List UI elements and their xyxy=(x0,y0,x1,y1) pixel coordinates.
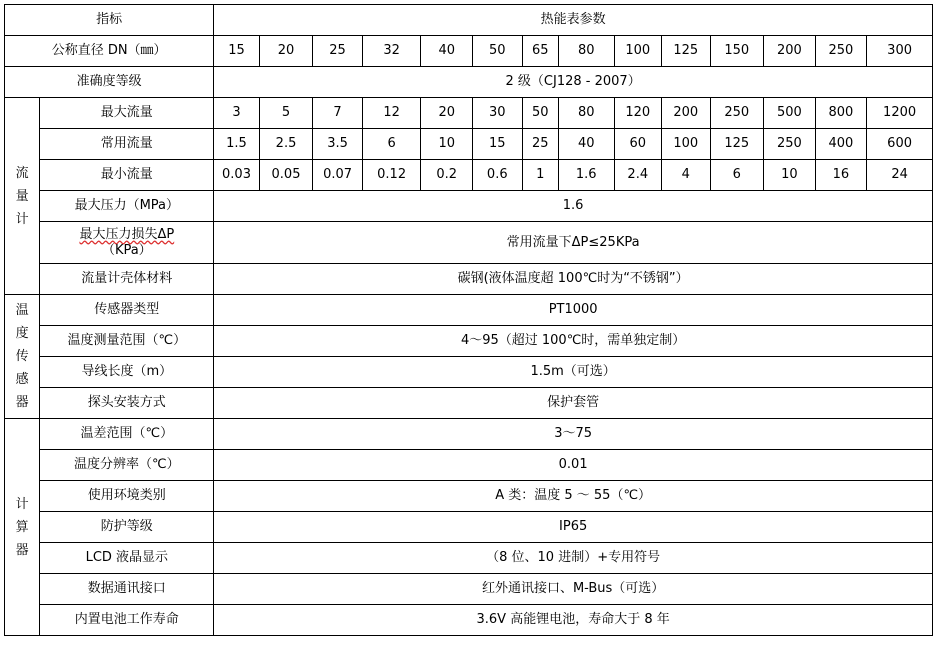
max-pressure-loss-label-line2: （KPa） xyxy=(101,242,152,258)
dn-value: 150 xyxy=(710,36,764,67)
dn-label: 公称直径 DN（㎜） xyxy=(5,36,214,67)
common-flow-value: 2.5 xyxy=(259,129,313,160)
temp-range-row xyxy=(5,326,933,357)
resolution-label: 温度分辨率（℃） xyxy=(40,450,214,481)
max-flow-value: 800 xyxy=(815,98,867,129)
common-flow-value: 10 xyxy=(421,129,473,160)
probe-install-label: 探头安装方式 xyxy=(40,388,214,419)
min-flow-value: 0.12 xyxy=(362,160,421,191)
protection-row xyxy=(5,512,933,543)
battery-label: 内置电池工作寿命 xyxy=(40,605,214,636)
comm-row xyxy=(5,574,933,605)
probe-install-value: 保护套管 xyxy=(214,388,933,419)
common-flow-value: 1.5 xyxy=(214,129,259,160)
max-flow-value: 250 xyxy=(710,98,764,129)
temp-range-label: 温度测量范围（℃） xyxy=(40,326,214,357)
max-flow-value: 1200 xyxy=(867,98,933,129)
common-flow-value: 60 xyxy=(614,129,662,160)
max-flow-label: 最大流量 xyxy=(40,98,214,129)
accuracy-label: 准确度等级 xyxy=(5,67,214,98)
dn-value: 15 xyxy=(214,36,259,67)
probe-install-row xyxy=(5,388,933,419)
protection-label: 防护等级 xyxy=(40,512,214,543)
temp-diff-row xyxy=(5,419,933,450)
lcd-row xyxy=(5,543,933,574)
lcd-label: LCD 液晶显示 xyxy=(40,543,214,574)
dn-value: 80 xyxy=(558,36,614,67)
temp-diff-label: 温差范围（℃） xyxy=(40,419,214,450)
accuracy-row xyxy=(5,67,933,98)
max-flow-value: 50 xyxy=(522,98,558,129)
resolution-value: 0.01 xyxy=(214,450,933,481)
dn-value: 125 xyxy=(662,36,711,67)
dn-value: 25 xyxy=(313,36,363,67)
dn-value: 300 xyxy=(867,36,933,67)
max-pressure-label: 最大压力（MPa） xyxy=(40,191,214,222)
min-flow-value: 2.4 xyxy=(614,160,662,191)
min-flow-row xyxy=(5,160,933,191)
common-flow-value: 100 xyxy=(662,129,711,160)
temp-diff-value: 3～75 xyxy=(214,419,933,450)
protection-value: IP65 xyxy=(214,512,933,543)
dn-value: 100 xyxy=(614,36,662,67)
max-flow-value: 7 xyxy=(313,98,363,129)
max-flow-value: 20 xyxy=(421,98,473,129)
max-flow-value: 3 xyxy=(214,98,259,129)
common-flow-value: 600 xyxy=(867,129,933,160)
min-flow-value: 0.2 xyxy=(421,160,473,191)
common-flow-row xyxy=(5,129,933,160)
max-flow-row xyxy=(5,98,933,129)
environment-row xyxy=(5,481,933,512)
dn-value: 65 xyxy=(522,36,558,67)
max-pressure-loss-value: 常用流量下ΔP≤25KPa xyxy=(214,222,933,264)
sensor-type-value: PT1000 xyxy=(214,295,933,326)
housing-label: 流量计壳体材料 xyxy=(40,264,214,295)
temp-range-value: 4～95（超过 100℃时，需单独定制） xyxy=(214,326,933,357)
common-flow-value: 25 xyxy=(522,129,558,160)
calculator-group-label: 计算器 xyxy=(5,419,40,636)
resolution-row xyxy=(5,450,933,481)
max-flow-value: 5 xyxy=(259,98,313,129)
dn-value: 50 xyxy=(473,36,523,67)
wire-length-label: 导线长度（m） xyxy=(40,357,214,388)
min-flow-value: 10 xyxy=(764,160,816,191)
common-flow-value: 6 xyxy=(362,129,421,160)
max-flow-value: 200 xyxy=(662,98,711,129)
max-pressure-value: 1.6 xyxy=(214,191,933,222)
flowmeter-group-label: 流量计 xyxy=(5,98,40,295)
battery-value: 3.6V 高能锂电池，寿命大于 8 年 xyxy=(214,605,933,636)
min-flow-value: 0.6 xyxy=(473,160,523,191)
wire-length-value: 1.5m（可选） xyxy=(214,357,933,388)
min-flow-value: 0.03 xyxy=(214,160,259,191)
common-flow-value: 400 xyxy=(815,129,867,160)
max-flow-value: 12 xyxy=(362,98,421,129)
common-flow-value: 125 xyxy=(710,129,764,160)
environment-value: A 类：温度 5 ～ 55（℃） xyxy=(214,481,933,512)
max-flow-value: 500 xyxy=(764,98,816,129)
common-flow-value: 3.5 xyxy=(313,129,363,160)
max-flow-value: 80 xyxy=(558,98,614,129)
lcd-value: （8 位、10 进制）+专用符号 xyxy=(214,543,933,574)
dn-value: 32 xyxy=(362,36,421,67)
comm-value: 红外通讯接口、M-Bus（可选） xyxy=(214,574,933,605)
max-pressure-loss-row xyxy=(5,222,933,264)
min-flow-value: 0.05 xyxy=(259,160,313,191)
heat-meter-spec-table xyxy=(4,4,933,636)
indicator-header: 指标 xyxy=(5,5,214,36)
accuracy-value: 2 级（CJ128 - 2007） xyxy=(214,67,933,98)
temp-sensor-group-label: 温度传感器 xyxy=(5,295,40,419)
header-row xyxy=(5,5,933,36)
sensor-type-row xyxy=(5,295,933,326)
sensor-type-label: 传感器类型 xyxy=(40,295,214,326)
environment-label: 使用环境类别 xyxy=(40,481,214,512)
min-flow-value: 1.6 xyxy=(558,160,614,191)
min-flow-label: 最小流量 xyxy=(40,160,214,191)
max-flow-value: 30 xyxy=(473,98,523,129)
max-flow-value: 120 xyxy=(614,98,662,129)
dn-value: 40 xyxy=(421,36,473,67)
max-pressure-loss-label xyxy=(40,222,214,264)
common-flow-label: 常用流量 xyxy=(40,129,214,160)
dn-value: 200 xyxy=(764,36,816,67)
min-flow-value: 0.07 xyxy=(313,160,363,191)
common-flow-value: 40 xyxy=(558,129,614,160)
min-flow-value: 24 xyxy=(867,160,933,191)
dn-value: 250 xyxy=(815,36,867,67)
min-flow-value: 4 xyxy=(662,160,711,191)
max-pressure-loss-label-line1: 最大压力损失ΔP xyxy=(79,226,175,242)
params-header: 热能表参数 xyxy=(214,5,933,36)
dn-value: 20 xyxy=(259,36,313,67)
common-flow-value: 250 xyxy=(764,129,816,160)
comm-label: 数据通讯接口 xyxy=(40,574,214,605)
max-pressure-row xyxy=(5,191,933,222)
common-flow-value: 15 xyxy=(473,129,523,160)
min-flow-value: 6 xyxy=(710,160,764,191)
dn-row xyxy=(5,36,933,67)
min-flow-value: 16 xyxy=(815,160,867,191)
housing-value: 碳钢(液体温度超 100℃时为“不锈钢”） xyxy=(214,264,933,295)
min-flow-value: 1 xyxy=(522,160,558,191)
wire-length-row xyxy=(5,357,933,388)
battery-row xyxy=(5,605,933,636)
housing-row xyxy=(5,264,933,295)
